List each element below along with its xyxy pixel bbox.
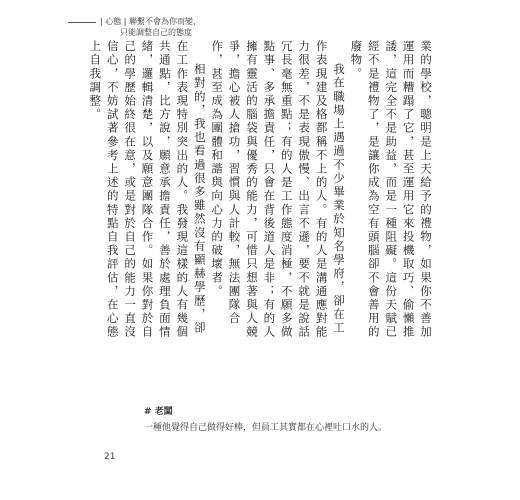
header-rule (68, 22, 96, 23)
page-number: 21 (104, 452, 116, 462)
header-text (100, 16, 201, 38)
header-line-1: | 心態 | 聯繫不會為你而變， (100, 17, 202, 26)
body-paragraph-2: 我在職場上遇過不少畢業於知名學府，卻在工作表現建及格都稱不上的人。有的人是溝通應對能力很差，不是表現傲慢、出言不遜，要不就是說話冗長毫無重點；有的人是工作態度消極，不願多做點事、多承擔責任，只會在背後道人是非；有的人擁有靈活的腦袋與優秀的能力，可惜只想著與人競爭，擔心被人搶功，習慣與人計較，無法團隊合作，甚至成為團體和諧與向心力的破壞者。 (210, 40, 346, 340)
footnote-quote (144, 404, 387, 433)
header-line-2: 只能調整自己的態度 (120, 28, 192, 37)
quote-tag: # 老闆 (144, 407, 173, 417)
quote-text: 一種他覺得自己做得好棒，但員工其實都在心裡吐口水的人。 (144, 423, 388, 433)
body-paragraph-1: 業的學校，聰明是上天給予的禮物，如果你不善加運用而糟蹋了它，甚至運用它來投機取巧、偷懶推諉，這完全不是助益，而是一種阻礙。這份天賦已經不是禮物了，是讓你成為空有頭腦卻不會善用的廢物。 (349, 40, 433, 340)
body-paragraph-3: 相對的，我也看過很多雖然沒有顯赫學歷，卻在工作表現特別突出的人。我發現這樣的人有幾個共通點，比方說，願意承擔責任，善於處理負面情緒，邏輯清楚，以及願意團隊合作。如果你對於自己的學歷始終很在意，或是對於自己的能力一直沒信心，不妨試著參考上述的特點自我評估，在心態上自我調整。 (88, 40, 207, 340)
vertical-body-text (88, 40, 434, 342)
running-header (68, 16, 201, 38)
